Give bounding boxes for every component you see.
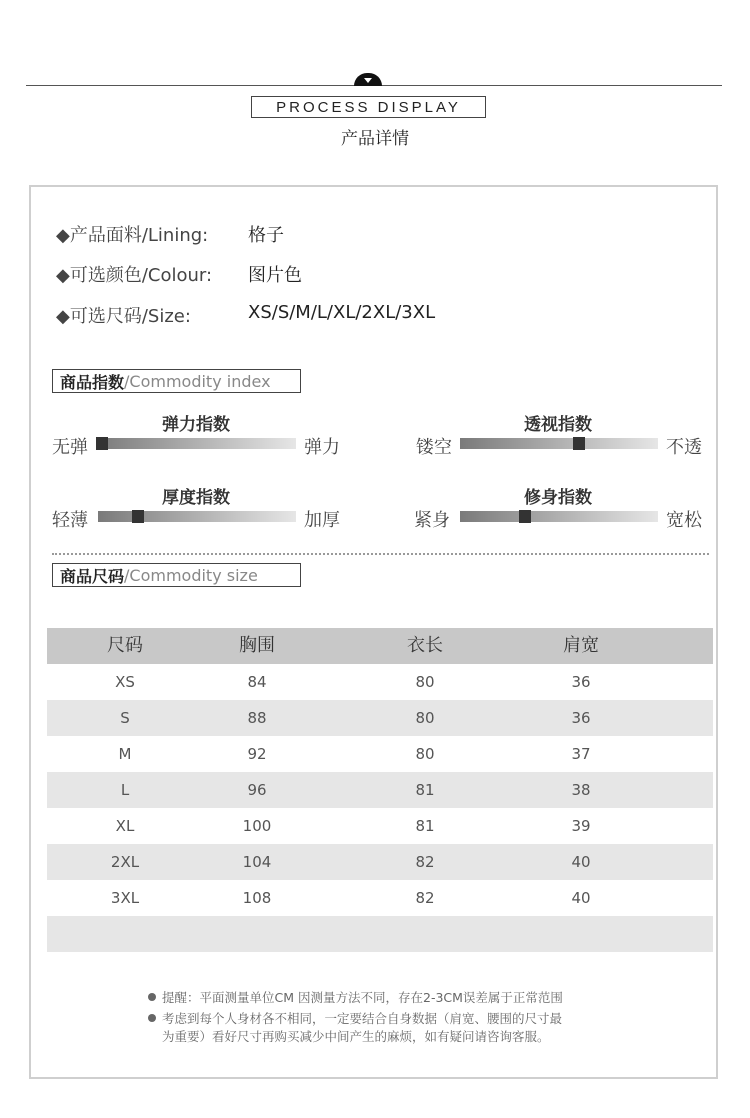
- section-title-zh: 产品详情: [341, 129, 409, 149]
- index-title-thickness: 厚度指数: [162, 488, 230, 508]
- index-knob: [519, 510, 531, 523]
- table-cell: S: [120, 709, 130, 727]
- commodity-size-heading-en: /Commodity size: [124, 565, 258, 585]
- index-title-transparency: 透视指数: [524, 415, 592, 435]
- table-row: [47, 664, 713, 700]
- note-line: [148, 989, 563, 1007]
- table-row: [47, 736, 713, 772]
- table-header-cell: 衣长: [407, 635, 443, 656]
- table-cell: 39: [571, 817, 591, 835]
- table-row-empty: [47, 916, 713, 952]
- table-cell: 40: [571, 853, 591, 871]
- commodity-size-heading: [52, 563, 301, 587]
- table-cell: 104: [242, 853, 272, 871]
- commodity-index-heading-zh: 商品指数: [60, 372, 125, 392]
- table-cell: 88: [247, 709, 267, 727]
- table-cell: 37: [571, 745, 591, 763]
- table-cell: M: [118, 745, 132, 763]
- index-bar-thickness: [98, 511, 296, 522]
- note-text: 提醒：平面测量单位CM 因测量方法不同，存在2-3CM误差属于正常范围: [162, 990, 563, 1005]
- table-cell: 100: [242, 817, 272, 835]
- size-table: [47, 628, 713, 952]
- table-cell: L: [120, 781, 130, 799]
- table-cell: 38: [571, 781, 591, 799]
- index-left-fit: 紧身: [414, 510, 450, 531]
- table-cell: 96: [247, 781, 267, 799]
- index-knob: [132, 510, 144, 523]
- spec-value-size: XS/S/M/L/XL/2XL/3XL: [248, 302, 436, 323]
- index-right-elasticity: 弹力: [304, 437, 340, 458]
- spec-value-colour: 图片色: [248, 265, 302, 286]
- index-right-fit: 宽松: [666, 510, 702, 531]
- table-header-cell: 尺码: [107, 635, 143, 656]
- index-left-elasticity: 无弹: [52, 437, 88, 458]
- table-cell: 81: [415, 817, 435, 835]
- index-knob: [573, 437, 585, 450]
- table-row: [47, 700, 713, 736]
- table-cell: 80: [415, 673, 435, 691]
- spec-label-size: ◆可选尺码/Size:: [56, 306, 191, 327]
- table-header-cell: 肩宽: [563, 635, 599, 656]
- table-row: [47, 808, 713, 844]
- index-title-elasticity: 弹力指数: [162, 415, 230, 435]
- index-bar-elasticity: [96, 438, 296, 449]
- note-line: [148, 1010, 562, 1028]
- index-bar-transparency: [460, 438, 658, 449]
- bullet-icon: [148, 1014, 156, 1022]
- note-text: 考虑到每个人身材各不相同，一定要结合自身数据（肩宽、腰围的尺寸最: [162, 1011, 563, 1026]
- spec-label-lining: ◆产品面料/Lining:: [56, 225, 209, 246]
- index-right-transparency: 不透: [666, 437, 702, 458]
- table-cell: 82: [415, 889, 435, 907]
- index-knob: [96, 437, 108, 450]
- table-cell: 108: [242, 889, 272, 907]
- table-cell: 40: [571, 889, 591, 907]
- table-cell: 80: [415, 709, 435, 727]
- table-header-row: [47, 628, 713, 664]
- chevron-down-icon: [364, 78, 372, 83]
- table-cell: 84: [247, 673, 267, 691]
- index-right-thickness: 加厚: [304, 510, 340, 531]
- table-cell: XL: [115, 817, 135, 835]
- table-cell: 3XL: [110, 889, 140, 907]
- dotted-divider: [52, 553, 709, 555]
- table-cell: 2XL: [110, 853, 140, 871]
- table-cell: 81: [415, 781, 435, 799]
- commodity-size-heading-zh: 商品尺码: [60, 566, 125, 586]
- note-line: 为重要）看好尺寸再购买减少中间产生的麻烦，如有疑问请咨询客服。: [162, 1029, 550, 1044]
- table-header-cell: 胸围: [239, 635, 275, 656]
- spec-label-colour: ◆可选颜色/Colour:: [56, 265, 213, 286]
- table-cell: 82: [415, 853, 435, 871]
- table-cell: 92: [247, 745, 267, 763]
- table-cell: 36: [571, 709, 591, 727]
- table-row: [47, 772, 713, 808]
- table-row: [47, 880, 713, 916]
- table-cell: 36: [571, 673, 591, 691]
- index-left-transparency: 镂空: [416, 437, 452, 458]
- spec-value-lining: 格子: [248, 225, 284, 246]
- table-cell: 80: [415, 745, 435, 763]
- table-row: [47, 844, 713, 880]
- commodity-index-heading: [52, 369, 301, 393]
- index-bar-fit: [460, 511, 658, 522]
- index-title-fit: 修身指数: [524, 488, 592, 508]
- section-title-en: PROCESS DISPLAY: [251, 96, 486, 118]
- commodity-index-heading-en: /Commodity index: [124, 371, 271, 391]
- table-cell: XS: [115, 673, 135, 691]
- bullet-icon: [148, 993, 156, 1001]
- index-left-thickness: 轻薄: [52, 510, 88, 531]
